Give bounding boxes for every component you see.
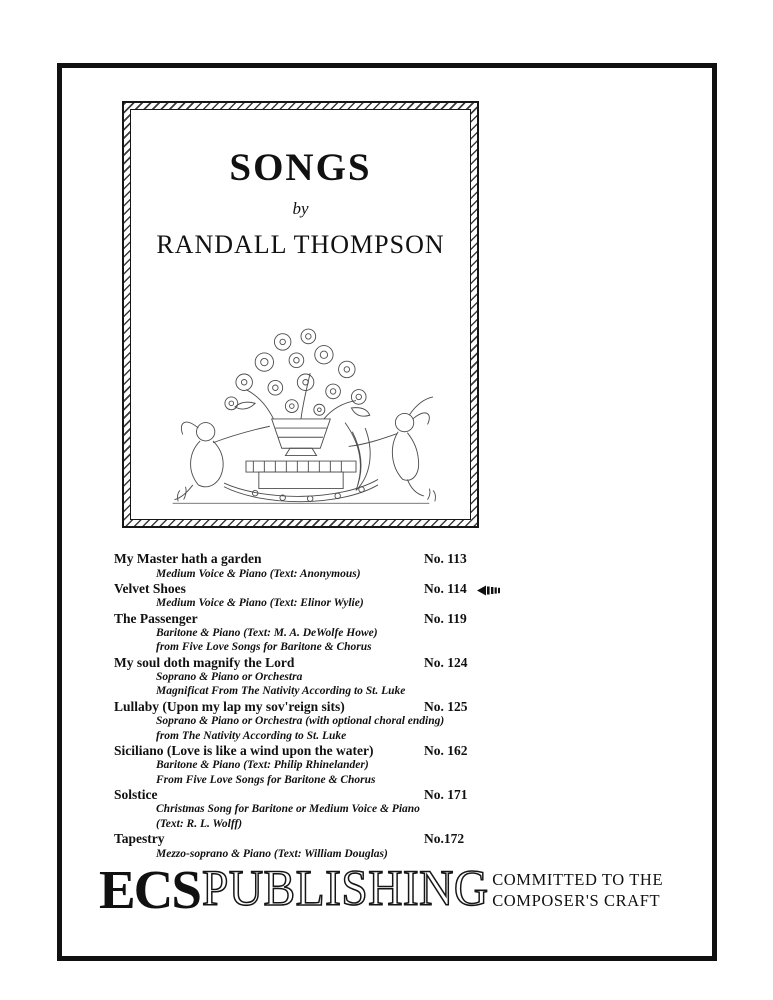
- song-detail: from Five Love Songs for Baritone & Chorus: [156, 641, 372, 654]
- song-title: Velvet Shoes: [114, 580, 186, 596]
- song-number: No. 171: [424, 786, 468, 802]
- song-detail: From Five Love Songs for Baritone & Chorus: [156, 773, 376, 786]
- song-title: Lullaby (Upon my lap my sov'reign sits): [114, 698, 345, 714]
- title-frame-inner: [130, 109, 471, 520]
- song-row: [114, 551, 604, 581]
- song-title: My Master hath a garden: [114, 551, 262, 566]
- song-title-line: [114, 699, 604, 715]
- tagline-line-1: COMMITTED TO THE: [492, 869, 664, 889]
- publisher-logo: [99, 859, 674, 920]
- song-row: [114, 831, 604, 861]
- song-title-line: [114, 551, 604, 567]
- page-title: SONGS: [229, 146, 372, 189]
- byline: by: [292, 199, 309, 218]
- song-row: [114, 743, 604, 787]
- song-title-line: [114, 787, 604, 803]
- song-list: [114, 551, 604, 861]
- song-title-line: [114, 611, 604, 627]
- song-title: My soul doth magnify the Lord: [114, 654, 295, 670]
- song-title: Tapestry: [114, 831, 165, 847]
- song-number: No. 162: [424, 742, 468, 758]
- song-title-line: [114, 655, 604, 671]
- song-number: No. 125: [424, 698, 468, 714]
- song-detail: from The Nativity According to St. Luke: [156, 729, 347, 742]
- song-number: No. 119: [424, 610, 467, 626]
- song-detail: Baritone & Piano (Text: M. A. DeWolfe Howe): [156, 627, 378, 640]
- song-detail: Magnificat From The Nativity According to St. Luke: [156, 685, 406, 698]
- song-number: No. 124: [424, 654, 468, 670]
- title-frame: [122, 101, 479, 528]
- song-number: No. 114: [424, 580, 467, 596]
- song-number: No.172: [424, 831, 465, 847]
- song-number: No. 113: [424, 551, 467, 566]
- song-detail: Medium Voice & Piano (Text: Anonymous): [156, 567, 361, 580]
- song-row: [114, 611, 604, 655]
- publisher-name-outline: PUBLISHING: [202, 861, 489, 917]
- song-row: [114, 655, 604, 699]
- publisher-tagline: [492, 869, 663, 911]
- tagline-line-2: COMPOSER'S CRAFT: [492, 890, 661, 910]
- song-detail: Baritone & Piano (Text: Philip Rhinelander): [156, 759, 369, 772]
- song-title: The Passenger: [114, 610, 198, 626]
- song-detail: Mezzo-soprano & Piano (Text: William Douglas): [156, 847, 388, 860]
- song-detail: (Text: R. L. Wolff): [156, 817, 243, 830]
- cherub-flower-engraving: [136, 310, 466, 515]
- song-title-line: [114, 581, 604, 597]
- song-detail: Soprano & Piano or Orchestra (with optional choral ending): [156, 715, 445, 728]
- publisher-name-bold: ECS: [99, 859, 200, 920]
- song-title-line: [114, 743, 604, 759]
- song-title: Solstice: [114, 786, 158, 802]
- composer-name: RANDALL THOMPSON: [156, 230, 445, 259]
- song-detail: Christmas Song for Baritone or Medium Voice & Piano: [156, 803, 420, 816]
- song-detail: Soprano & Piano or Orchestra: [156, 671, 303, 684]
- arrow-left-marker-icon: [477, 584, 505, 600]
- song-row: [114, 581, 604, 611]
- song-detail: Medium Voice & Piano (Text: Elinor Wylie): [156, 597, 364, 610]
- song-row: [114, 699, 604, 743]
- song-title: Siciliano (Love is like a wind upon the water): [114, 742, 374, 758]
- song-title-line: [114, 831, 604, 847]
- song-row: [114, 787, 604, 831]
